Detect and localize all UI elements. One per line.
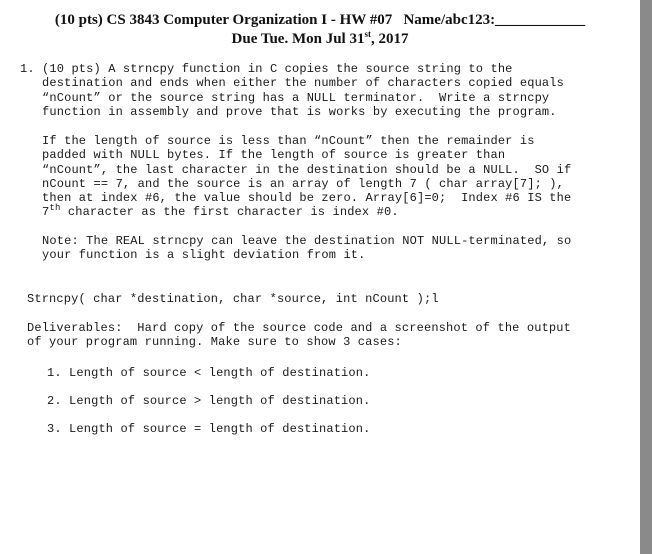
deliverables-paragraph	[27, 321, 571, 350]
name-blank: ____________	[495, 12, 586, 28]
question-paragraph-2	[20, 134, 571, 220]
question-paragraph-1	[20, 62, 564, 119]
due-suffix-sup: st	[364, 29, 371, 39]
text-line: then at index #6, the value should be zero. Array[6]=0; Index #6 IS the	[20, 191, 572, 206]
case-item: 2. Length of source > length of destination.	[47, 394, 371, 408]
note-paragraph	[20, 234, 571, 263]
text-line: padded with NULL bytes. If the length of source is greater than	[20, 148, 506, 163]
case-item: 1. Length of source < length of destination.	[47, 366, 371, 380]
text-line	[20, 205, 571, 219]
due-prefix: Due Tue. Mon Jul 31	[231, 31, 365, 47]
case-item: 3. Length of source = length of destination.	[47, 422, 371, 436]
text-line: of your program running. Make sure to show 3 cases:	[27, 335, 402, 350]
text-line: Deliverables: Hard copy of the source code and a screenshot of the output	[27, 321, 571, 335]
title-text: (10 pts) CS 3843 Computer Organization I - HW #07 Name/abc123:	[54, 12, 496, 28]
text-line: nCount == 7, and the source is an array of length 7 ( char array[7]; ),	[20, 176, 564, 191]
ordinal-number: 7	[20, 205, 50, 220]
text-line: your function is a slight deviation from it.	[20, 248, 366, 263]
text-line-rest: character as the first character is index #0.	[60, 205, 399, 220]
ordinal-sup: th	[49, 203, 61, 214]
due-year: , 2017	[370, 31, 409, 47]
text-line: If the length of source is less than “nCount” then the remainder is	[20, 134, 535, 148]
scrollbar-track[interactable]	[640, 0, 652, 554]
text-line: 1. (10 pts) A strncpy function in C copies the source string to the	[20, 62, 513, 76]
text-line: destination and ends when either the number of characters copied equals	[20, 76, 564, 91]
due-date	[0, 31, 640, 48]
page-title	[0, 12, 640, 29]
function-signature: Strncpy( char *destination, char *source, int nCount );l	[27, 292, 439, 306]
text-line: “nCount” or the source string has a NULL terminator. Write a strncpy	[20, 90, 550, 105]
text-line: Note: The REAL strncpy can leave the destination NOT NULL-terminated, so	[20, 234, 572, 248]
text-line: “nCount”, the last character in the destination should be a NULL. SO if	[20, 162, 572, 177]
text-line: function in assembly and prove that is works by executing the program.	[20, 104, 557, 119]
